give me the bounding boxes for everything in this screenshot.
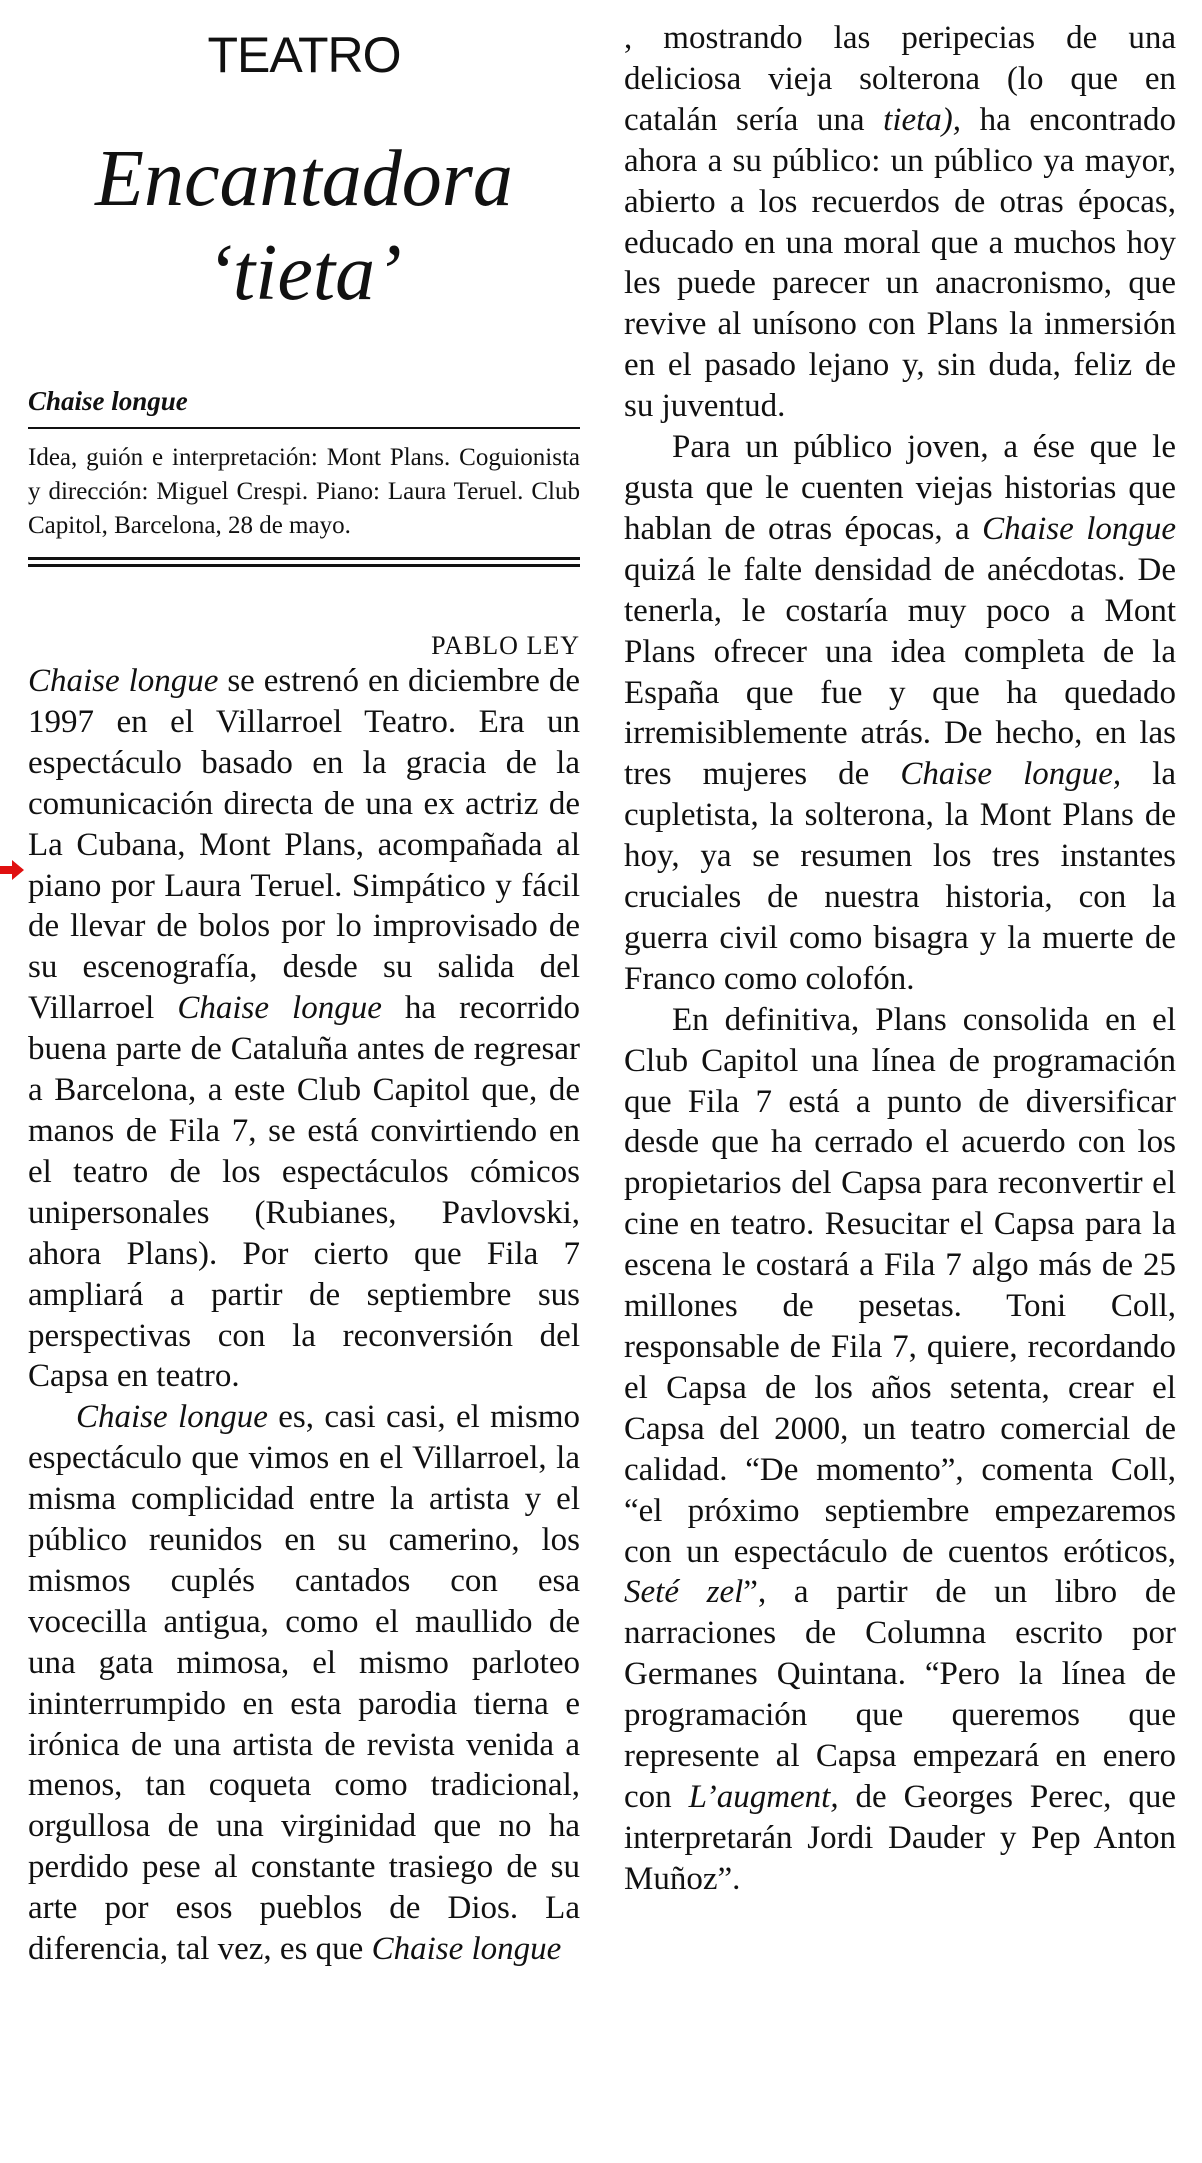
italic-text: Chaise longue bbox=[28, 663, 219, 699]
body-text-run: , mostrando las peripecias de una deliciosa vieja solterona (lo que en catalán sería una bbox=[624, 20, 1176, 138]
italic-text: Chaise longue bbox=[76, 1399, 268, 1436]
body-text-run: se estrenó en diciembre de 1997 en el Villarroel Teatro. Era un espectáculo basado en la gracia de la comunicación directa de una ex actriz de La Cubana, Mont Plans, acompañada al piano por Laura Teruel. Simpático y fácil de llevar de bolos por lo improvisado de su escenografía, desde su salida del Villarroel bbox=[28, 663, 581, 1027]
headline bbox=[28, 132, 580, 320]
body-text-run: de Georges Perec, que interpretarán Jordi Dauder y Pep Anton Muñoz”. bbox=[624, 1778, 1176, 1897]
article-body-left bbox=[28, 661, 580, 1970]
left-column bbox=[28, 18, 580, 1970]
section-label: TEATRO bbox=[207, 27, 401, 83]
body-text-run: quizá le falte densidad de anécdotas. De tenerla, le costaría muy poco a Mont Plans ofrecer una idea completa de la España que fue y que ha quedado irremisiblemente atrás. De hecho, en las tres mujeres de bbox=[624, 551, 1176, 793]
body-text-run: la cupletista, la solterona, la Mont Plans de hoy, ya se resumen los tres instantes cruciales de nuestra historia, con la guerra civil como bisagra y la muerte de Franco como colofón. bbox=[624, 756, 1177, 997]
double-rule-divider bbox=[28, 557, 580, 567]
byline: PABLO LEY bbox=[431, 631, 580, 660]
italic-text: Seté zel bbox=[624, 1574, 744, 1611]
article-body-right bbox=[624, 18, 1176, 1900]
body-text-run: En definitiva, Plans consolida en el Club Capitol una línea de programación que Fila 7 está a punto de diversificar desde que ha cerrado el acuerdo con los propietarios del Capsa para reconvertir el cine en teatro. Resucitar el Capsa para la escena le costará a Fila 7 algo más de 25 millones de pesetas. Toni Coll, responsable de Fila 7, quiere, recordando el Capsa de los años setenta, crear el Capsa del 2000, un teatro comercial de calidad. “De momento”, comenta Coll, “el próximo septiembre empezaremos con un espectáculo de cuentos eróticos, bbox=[624, 1001, 1176, 1570]
red-arrow-marker-icon bbox=[0, 858, 24, 882]
italic-text: Chaise longue bbox=[982, 510, 1177, 547]
right-column bbox=[624, 18, 1176, 1900]
body-text-run: ha recorrido buena parte de Cataluña antes de regresar a Barcelona, a este Club Capitol que, de manos de Fila 7, se está convirtiendo en el teatro de los espectáculos cómicos unipersonales (Rubianes, Pavlovski, ahora Plans). Por cierto que Fila 7 ampliará a partir de septiembre sus perspectivas con la reconversión del Capsa en teatro. bbox=[28, 990, 581, 1395]
body-text-run: Para un público joven, a ése que le gusta que le cuenten viejas historias que hablan de otras épocas, a bbox=[624, 429, 1176, 547]
italic-text: L’augment, bbox=[688, 1778, 839, 1815]
body-text-run: es, casi casi, el mismo espectáculo que vimos en el Villarroel, la misma complicidad entre la artista y el público reunidos en su camerino, los mismos cuplés cantados con esa vocecilla antigua, como el maullido de una gata mimosa, el mismo parloteo ininterrumpido en esta parodia tierna e irónica de una artista de revista venida a menos, tan coqueta como tradicional, orgullosa de una virginidad que no ha perdido pese al constante trasiego de su arte por esos pueblos de Dios. La diferencia, tal vez, es que bbox=[28, 1399, 580, 1968]
headline-line-2: ‘tieta’ bbox=[206, 229, 402, 317]
article-paragraph-3 bbox=[624, 427, 1176, 1000]
info-box-title: Chaise longue bbox=[28, 386, 580, 429]
headline-line-1: Encantadora bbox=[95, 135, 513, 223]
italic-text: tieta), bbox=[883, 101, 962, 138]
italic-text: Chaise longue, bbox=[900, 756, 1122, 793]
article-paragraph-1 bbox=[28, 661, 580, 1397]
info-box-credits: Idea, guión e interpretación: Mont Plans. Coguionista y dirección: Miguel Crespi. Piano: Laura Teruel. Club Capitol, Barcelona, 28 de mayo. bbox=[28, 444, 580, 539]
body-text-run: ha encontrado ahora a su público: un público ya mayor, abierto a los recuerdos de otras épocas, educado en una moral que a muchos hoy les puede parecer un anacronismo, que revive al unísono con Plans la inmersión en el pasado lejano y, sin duda, feliz de su juventud. bbox=[624, 101, 1176, 425]
italic-text: Chaise longue bbox=[177, 990, 382, 1027]
italic-text: Chaise longue bbox=[371, 1931, 562, 1968]
article-paragraph-4 bbox=[624, 1000, 1176, 1900]
article-paragraph-2-start bbox=[28, 1397, 580, 1970]
body-text-run: ”, a partir de un libro de narraciones de Columna escrito por Germanes Quintana. “Pero la línea de programación que queremos que represente al Capsa empezará en enero con bbox=[624, 1574, 1176, 1815]
article-paragraph-2-end bbox=[624, 18, 1176, 427]
